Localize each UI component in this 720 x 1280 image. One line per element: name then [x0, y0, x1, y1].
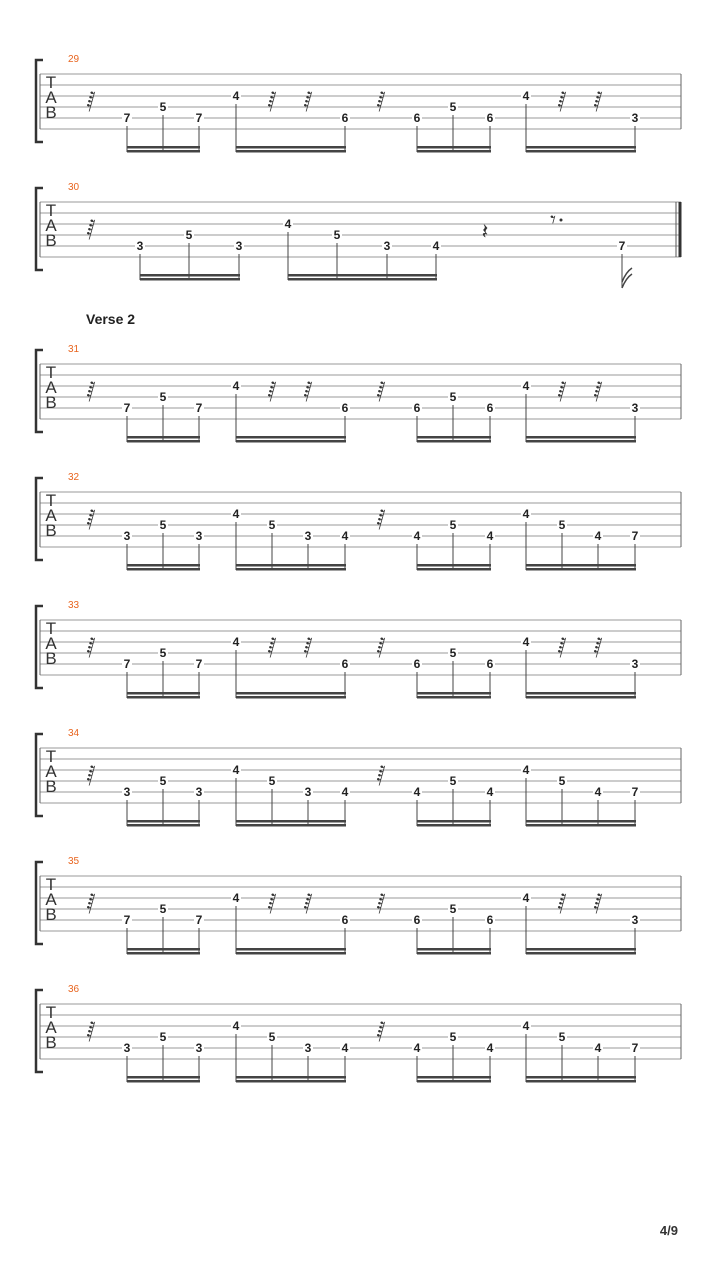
- beam: [526, 146, 636, 149]
- rest-symbol: 𝅁: [593, 634, 603, 659]
- beam: [526, 436, 636, 439]
- beam: [526, 1076, 636, 1079]
- fret-number: 7: [123, 111, 131, 125]
- beam: [127, 820, 200, 823]
- tab-clef-letter: A: [45, 216, 57, 235]
- tab-clef-letter: T: [45, 491, 57, 510]
- fret-number: 4: [284, 217, 292, 231]
- fret-number: 4: [232, 635, 240, 649]
- tab-clef-letter: B: [45, 905, 57, 924]
- beam: [236, 692, 346, 695]
- beam: [417, 436, 491, 439]
- rest-symbol: 𝅁: [86, 378, 96, 403]
- tab-clef-letter: B: [45, 1033, 57, 1052]
- beam: [127, 440, 200, 443]
- beam: [526, 948, 636, 951]
- beam: [526, 1080, 636, 1083]
- rest-symbol: 𝅁: [303, 378, 313, 403]
- rest-symbol: 𝅁: [557, 378, 567, 403]
- tab-system: [36, 182, 681, 288]
- tab-clef-letter: B: [45, 521, 57, 540]
- fret-number: 5: [159, 1030, 167, 1044]
- fret-number: 4: [232, 891, 240, 905]
- measure-number: 30: [68, 182, 80, 193]
- beam: [526, 952, 636, 955]
- fret-number: 6: [413, 913, 421, 927]
- beam: [417, 696, 491, 699]
- tab-clef-letter: B: [45, 777, 57, 796]
- beam: [417, 440, 491, 443]
- beam: [236, 440, 346, 443]
- quarter-rest: 𝄽: [481, 220, 489, 245]
- fret-number: 3: [631, 913, 639, 927]
- fret-number: 3: [195, 1041, 203, 1055]
- fret-number: 4: [413, 785, 421, 799]
- fret-number: 5: [159, 100, 167, 114]
- fret-number: 3: [631, 657, 639, 671]
- fret-number: 7: [195, 401, 203, 415]
- rest-symbol: 𝅁: [557, 88, 567, 113]
- rest-symbol: 𝅁: [376, 1018, 386, 1043]
- fret-number: 3: [631, 111, 639, 125]
- measure-number: 29: [68, 54, 80, 65]
- fret-number: 4: [232, 1019, 240, 1033]
- fret-number: 4: [413, 1041, 421, 1055]
- beam: [526, 564, 636, 567]
- tab-clef-letter: A: [45, 1018, 57, 1037]
- rest-symbol: 𝅁: [303, 634, 313, 659]
- beam: [526, 696, 636, 699]
- section-label: Verse 2: [86, 311, 136, 327]
- fret-number: 4: [522, 507, 530, 521]
- tab-clef-letter: T: [45, 201, 57, 220]
- beam: [417, 824, 491, 827]
- tab-clef-letter: T: [45, 363, 57, 382]
- fret-number: 7: [123, 657, 131, 671]
- fret-number: 5: [449, 100, 457, 114]
- rest-symbol: 𝅁: [267, 378, 277, 403]
- beam: [417, 1076, 491, 1079]
- tab-system: [36, 344, 681, 443]
- rest-symbol: 𝅁: [86, 762, 96, 787]
- beam: [417, 146, 491, 149]
- fret-number: 7: [195, 913, 203, 927]
- fret-number: 5: [449, 902, 457, 916]
- fret-number: 4: [341, 785, 349, 799]
- fret-number: 6: [486, 401, 494, 415]
- beam: [526, 568, 636, 571]
- fret-number: 3: [195, 529, 203, 543]
- rest-symbol: 𝅁: [267, 890, 277, 915]
- beam: [236, 1080, 346, 1083]
- fret-number: 6: [341, 111, 349, 125]
- beam: [417, 1080, 491, 1083]
- tab-clef-letter: T: [45, 619, 57, 638]
- tab-clef-letter: A: [45, 506, 57, 525]
- fret-number: 3: [304, 785, 312, 799]
- fret-number: 5: [159, 518, 167, 532]
- rest-symbol: 𝅁: [86, 1018, 96, 1043]
- beam: [417, 948, 491, 951]
- beam: [236, 568, 346, 571]
- fret-number: 4: [594, 785, 602, 799]
- fret-number: 4: [522, 379, 530, 393]
- fret-number: 4: [232, 763, 240, 777]
- beam: [127, 696, 200, 699]
- fret-number: 5: [159, 390, 167, 404]
- measure-number: 36: [68, 984, 80, 995]
- rest-symbol: 𝅁: [593, 890, 603, 915]
- rest-symbol: 𝅁: [557, 634, 567, 659]
- fret-number: 7: [195, 657, 203, 671]
- fret-number: 3: [304, 529, 312, 543]
- fret-number: 5: [558, 774, 566, 788]
- measure-number: 31: [68, 344, 80, 355]
- tab-clef-letter: A: [45, 762, 57, 781]
- tab-clef-letter: B: [45, 649, 57, 668]
- tab-clef-letter: T: [45, 1003, 57, 1022]
- fret-number: 7: [631, 529, 639, 543]
- beam: [127, 150, 200, 153]
- tab-clef-letter: A: [45, 88, 57, 107]
- rest-symbol: 𝅁: [86, 216, 96, 241]
- fret-number: 3: [631, 401, 639, 415]
- beam: [417, 692, 491, 695]
- fret-number: 4: [486, 1041, 494, 1055]
- fret-number: 4: [522, 891, 530, 905]
- measure-number: 35: [68, 856, 80, 867]
- beam: [236, 146, 346, 149]
- beam: [236, 150, 346, 153]
- rest-symbol: 𝅁: [593, 378, 603, 403]
- beam: [236, 436, 346, 439]
- fret-number: 4: [432, 239, 440, 253]
- fret-number: 4: [522, 635, 530, 649]
- beam: [417, 150, 491, 153]
- beam: [417, 564, 491, 567]
- fret-number: 4: [232, 507, 240, 521]
- fret-number: 5: [449, 518, 457, 532]
- fret-number: 7: [631, 1041, 639, 1055]
- rest-symbol: 𝅁: [86, 634, 96, 659]
- beam: [236, 820, 346, 823]
- beam: [288, 278, 437, 281]
- rest-symbol: 𝅁: [376, 88, 386, 113]
- beam: [417, 568, 491, 571]
- fret-number: 4: [594, 529, 602, 543]
- beam: [127, 952, 200, 955]
- fret-number: 3: [383, 239, 391, 253]
- rest-symbol: 𝅁: [376, 506, 386, 531]
- fret-number: 5: [268, 1030, 276, 1044]
- fret-number: 6: [341, 913, 349, 927]
- fret-number: 6: [486, 913, 494, 927]
- beam: [236, 948, 346, 951]
- tab-clef-letter: T: [45, 73, 57, 92]
- tab-clef-letter: B: [45, 231, 57, 250]
- fret-number: 4: [522, 89, 530, 103]
- fret-number: 5: [449, 646, 457, 660]
- beam: [140, 278, 240, 281]
- rest-symbol: 𝅁: [303, 88, 313, 113]
- tab-system: [36, 600, 681, 699]
- beam: [127, 948, 200, 951]
- tab-clef-letter: A: [45, 890, 57, 909]
- fret-number: 3: [123, 785, 131, 799]
- fret-number: 5: [159, 774, 167, 788]
- beam: [127, 146, 200, 149]
- rest-symbol: 𝅁: [303, 890, 313, 915]
- fret-number: 5: [558, 1030, 566, 1044]
- rest-symbol: 𝅁: [376, 762, 386, 787]
- beam: [417, 820, 491, 823]
- fret-number: 7: [123, 401, 131, 415]
- tab-system: [36, 472, 681, 571]
- tab-clef-letter: T: [45, 875, 57, 894]
- rest-symbol: 𝅁: [86, 506, 96, 531]
- fret-number: 5: [333, 228, 341, 242]
- fret-number: 5: [268, 518, 276, 532]
- fret-number: 5: [449, 774, 457, 788]
- beam: [526, 692, 636, 695]
- fret-number: 3: [123, 529, 131, 543]
- beam: [236, 824, 346, 827]
- fret-number: 5: [185, 228, 193, 242]
- rest-symbol: 𝅁: [593, 88, 603, 113]
- beam: [140, 274, 240, 277]
- fret-number: 4: [522, 763, 530, 777]
- fret-number: 7: [618, 239, 626, 253]
- fret-number: 5: [159, 646, 167, 660]
- beam: [417, 952, 491, 955]
- tab-system: [36, 856, 681, 955]
- rest-symbol: 𝅁: [376, 378, 386, 403]
- fret-number: 3: [123, 1041, 131, 1055]
- beam: [236, 696, 346, 699]
- beam: [236, 564, 346, 567]
- beam: [127, 692, 200, 695]
- measure-number: 33: [68, 600, 80, 611]
- beam: [127, 1076, 200, 1079]
- rest-dot: [560, 219, 563, 222]
- fret-number: 4: [486, 529, 494, 543]
- rest-symbol: 𝅁: [267, 634, 277, 659]
- beam: [236, 1076, 346, 1079]
- tab-system: [36, 728, 681, 827]
- fret-number: 5: [449, 1030, 457, 1044]
- beam: [288, 274, 437, 277]
- dotted-eighth-rest: 𝄾: [550, 208, 556, 233]
- fret-number: 4: [594, 1041, 602, 1055]
- beam: [526, 824, 636, 827]
- fret-number: 4: [486, 785, 494, 799]
- fret-number: 5: [268, 774, 276, 788]
- rest-symbol: 𝅁: [86, 890, 96, 915]
- rest-symbol: 𝅁: [557, 890, 567, 915]
- fret-number: 5: [159, 902, 167, 916]
- fret-number: 6: [413, 657, 421, 671]
- tab-clef-letter: B: [45, 103, 57, 122]
- beam: [526, 150, 636, 153]
- beam: [127, 568, 200, 571]
- tab-system: [36, 54, 681, 153]
- tab-clef-letter: A: [45, 378, 57, 397]
- fret-number: 6: [486, 657, 494, 671]
- fret-number: 4: [232, 379, 240, 393]
- fret-number: 7: [195, 111, 203, 125]
- beam: [236, 952, 346, 955]
- tab-system: [36, 984, 681, 1083]
- fret-number: 4: [341, 1041, 349, 1055]
- fret-number: 3: [304, 1041, 312, 1055]
- fret-number: 4: [232, 89, 240, 103]
- measure-number: 32: [68, 472, 80, 483]
- fret-number: 6: [413, 111, 421, 125]
- rest-symbol: 𝅁: [376, 890, 386, 915]
- tab-clef-letter: T: [45, 747, 57, 766]
- beam: [127, 564, 200, 567]
- beam: [127, 1080, 200, 1083]
- page-number: 4/9: [659, 1223, 678, 1238]
- fret-number: 6: [413, 401, 421, 415]
- fret-number: 3: [136, 239, 144, 253]
- beam: [127, 436, 200, 439]
- beam: [526, 820, 636, 823]
- fret-number: 6: [341, 657, 349, 671]
- fret-number: 6: [486, 111, 494, 125]
- rest-symbol: 𝅁: [267, 88, 277, 113]
- fret-number: 3: [235, 239, 243, 253]
- tab-clef-letter: B: [45, 393, 57, 412]
- fret-number: 4: [341, 529, 349, 543]
- beam: [127, 824, 200, 827]
- rest-symbol: 𝅁: [86, 88, 96, 113]
- rest-symbol: 𝅁: [376, 634, 386, 659]
- fret-number: 5: [449, 390, 457, 404]
- fret-number: 7: [123, 913, 131, 927]
- fret-number: 6: [341, 401, 349, 415]
- fret-number: 4: [413, 529, 421, 543]
- measure-number: 34: [68, 728, 80, 739]
- fret-number: 3: [195, 785, 203, 799]
- fret-number: 5: [558, 518, 566, 532]
- fret-number: 7: [631, 785, 639, 799]
- beam: [526, 440, 636, 443]
- tab-clef-letter: A: [45, 634, 57, 653]
- fret-number: 4: [522, 1019, 530, 1033]
- note-flag: [622, 274, 632, 288]
